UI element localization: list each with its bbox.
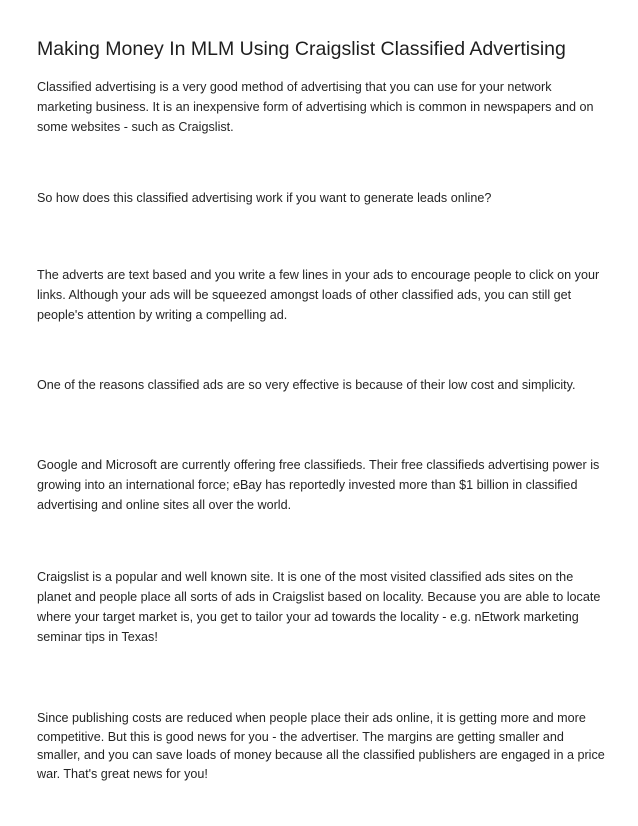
paragraph-question: So how does this classified advertising work if you want to generate leads online? (37, 191, 492, 205)
paragraph-intro: Classified advertising is a very good method of advertising that you can use for your network marketing business. It is an inexpensive form of advertising which is common in newspapers and on some websites - such as Craigslist. (37, 80, 594, 134)
paragraph-craigslist: Craigslist is a popular and well known site. It is one of the most visited classified ads sites on the planet and people place all sorts of ads in Craigslist based on locality. Because you are able to locate where your target market is, you get to tailor your ad towards the locality - e.g. nEtwork marketing seminar tips in Texas! (37, 570, 601, 644)
paragraph-low-cost: One of the reasons classified ads are so very effective is because of their low cost and simplicity. (37, 378, 576, 392)
paragraph-google-microsoft: Google and Microsoft are currently offering free classifieds. Their free classifieds advertising power is growing into an international force; eBay has reportedly invested more than $1 billion in classified advertising and online sites all over the world. (37, 458, 600, 512)
page-title: Making Money In MLM Using Craigslist Classified Advertising (37, 38, 566, 60)
paragraph-publishing-costs: Since publishing costs are reduced when people place their ads online, it is getting more and more competitive. But this is good news for you - the advertiser. The margins are getting smaller and smaller, and you can save loads of money because all the classified publishers are engaged in a price war. That's great news for you! (37, 711, 605, 781)
paragraph-text-adverts: The adverts are text based and you write a few lines in your ads to encourage people to click on your links. Although your ads will be squeezed amongst loads of other classified ads, you can still get people's attention by writing a compelling ad. (37, 268, 600, 322)
